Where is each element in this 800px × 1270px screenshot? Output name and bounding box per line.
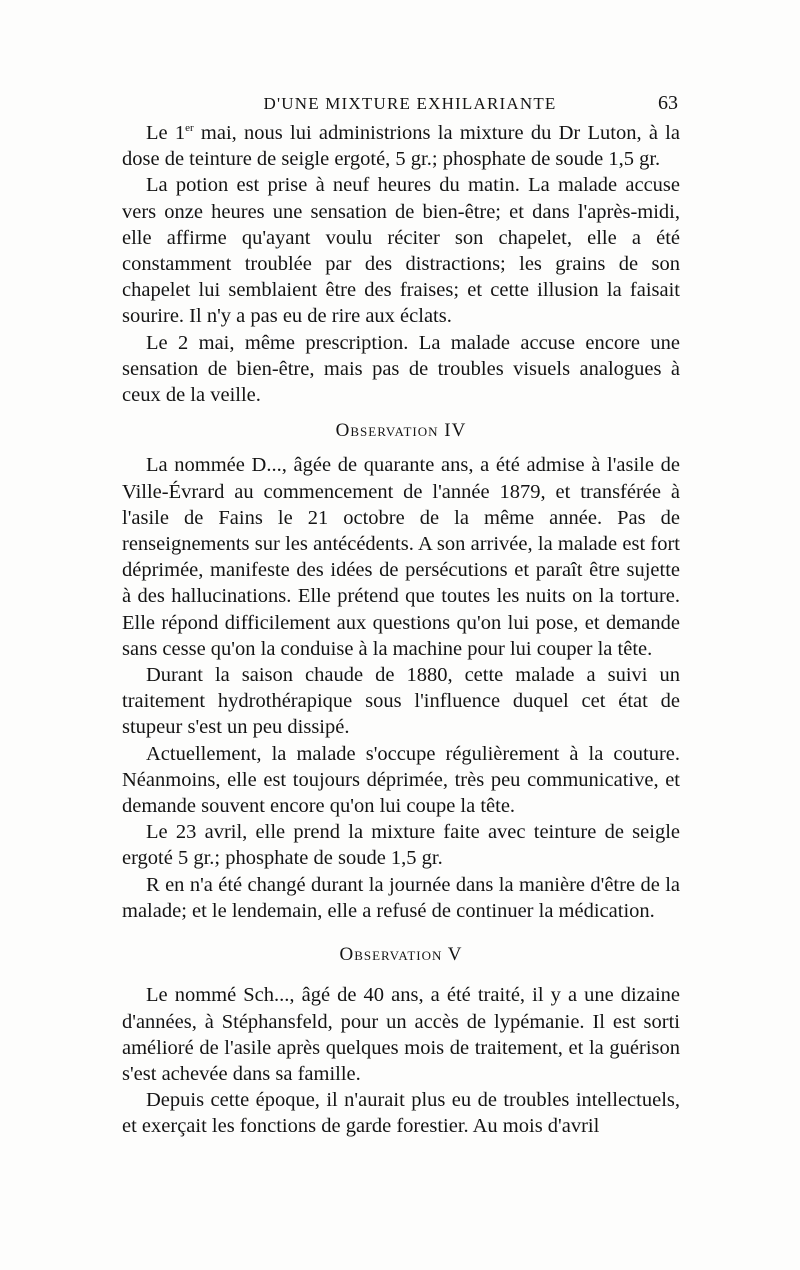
page-text-block <box>122 90 680 1140</box>
paragraph-5: Durant la saison chaude de 1880, cette malade a suivi un traitement hydrothérapique sous l'influence duquel cet état de stupeur s'est un peu dissipé. <box>122 664 680 739</box>
paragraph-1 <box>122 120 680 172</box>
page-number: 63 <box>658 92 678 114</box>
observation-iv-heading: Observation IV <box>335 420 467 442</box>
paragraph-8: R en n'a été changé durant la journée dans la manière d'être de la malade; et le lendemain, elle a refusé de continuer la médication. <box>122 873 680 922</box>
paragraph-3: Le 2 mai, même prescription. La malade accuse encore une sensation de bien-être, mais pas de troubles visuels analogues à ceux de la veille. <box>122 331 680 407</box>
paragraph-4: La nommée D..., âgée de quarante ans, a été admise à l'asile de Ville-Évrard au commencement de l'année 1879, et transférée à l'asile de Fains le 21 octobre de la même année. Pas de renseignements sur les antécédents. A son arrivée, la malade est fort déprimée, manifeste des idées de persécutions et paraît être sujette à des hallucinations. Elle prétend que toutes les nuits on la torture. Elle répond difficilement aux questions qu'on lui pose, et demande sans cesse qu'on la conduise à la machine pour lui couper la tête. <box>122 454 680 660</box>
observation-v-heading: Observation V <box>339 944 463 966</box>
paragraph-2: La potion est prise à neuf heures du matin. La malade accuse vers onze heures une sensation de bien-être; et dans l'après-midi, elle affirme qu'ayant voulu réciter son chapelet, elle a été constamment troublée par des distractions; les grains de son chapelet lui semblaient être des fraises; et cette illusion la faisait sourire. Il n'y a pas eu de rire aux éclats. <box>122 174 680 328</box>
paragraph-7: Le 23 avril, elle prend la mixture faite avec teinture de seigle ergoté 5 gr.; phosphate de soude 1,5 gr. <box>122 821 680 870</box>
paragraph-9: Le nommé Sch..., âgé de 40 ans, a été traité, il y a une dizaine d'années, à Stéphansfeld, pour un accès de lypémanie. Il est sorti amélioré de l'asile après quelques mois de traitement, et la guérison s'est achevée dans sa famille. <box>122 984 680 1085</box>
paragraph-1-rest: mai, nous lui administrions la mixture du Dr Luton, à la dose de teinture de seigle ergoté, 5 gr.; phosphate de soude 1,5 gr. <box>122 122 680 171</box>
paragraph-10: Depuis cette époque, il n'aurait plus eu de troubles intellectuels, et exerçait les fonctions de garde forestier. Au mois d'avril <box>122 1089 680 1138</box>
paragraph-1-start: Le 1 <box>146 122 186 144</box>
running-title: D'UNE MIXTURE EXHILARIANTE <box>263 94 557 113</box>
page-header <box>122 90 680 116</box>
ordinal-superscript: er <box>185 122 194 135</box>
paragraph-6: Actuellement, la malade s'occupe régulièrement à la couture. Néanmoins, elle est toujours déprimée, très peu communicative, et demande souvent encore qu'on lui coupe la tête. <box>122 742 680 818</box>
